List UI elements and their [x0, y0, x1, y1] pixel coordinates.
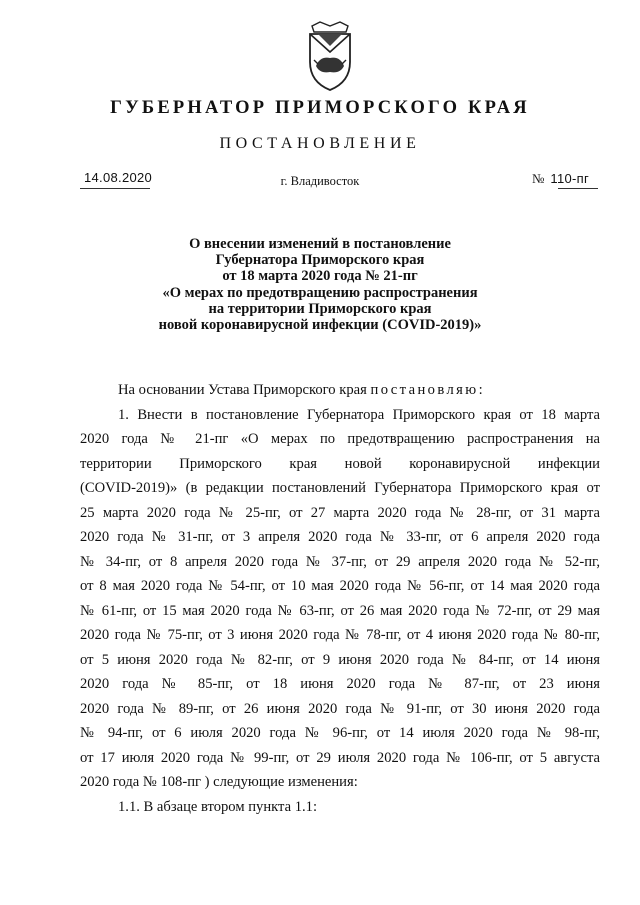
document-number [532, 171, 589, 188]
subject-line: «О мерах по предотвращению распространения [162, 284, 478, 301]
paragraph-line: № 61-пг, от 15 мая 2020 года № 63-пг, от 26 мая 2020 года № 72-пг, от 29 мая [80, 602, 600, 619]
subject-line: Губернатора Приморского края [215, 252, 425, 269]
document-city: г. Владивосток [280, 174, 360, 188]
primorsky-krai-coat-of-arms-icon [302, 20, 358, 92]
paragraph-line: (COVID-2019)» (в редакции постановлений Губернатора Приморского края от [80, 480, 600, 496]
authority-title: ГУБЕРНАТОР ПРИМОРСКОГО КРАЯ [110, 98, 530, 118]
paragraph-line: 25 марта 2020 года № 25-пг, от 27 марта 2020 года № 28-пг, от 31 марта [80, 504, 600, 521]
paragraph-line: 2020 года № 85-пг, от 18 июня 2020 года № 87-пг, от 23 июня [80, 676, 600, 692]
paragraph-line: 2020 года № 21-пг «О мерах по предотвращению распространения на [80, 431, 600, 447]
paragraph-line: территории Приморского края новой коронавирусной инфекции [80, 455, 600, 472]
document-type: ПОСТАНОВЛЕНИЕ [219, 135, 421, 152]
paragraph-line: 2020 года № 31-пг, от 3 апреля 2020 года № 33-пг, от 6 апреля 2020 года [80, 529, 600, 545]
paragraph-line: от 8 мая 2020 года № 54-пг, от 10 мая 2020 года № 56-пг, от 14 мая 2020 года [80, 578, 600, 594]
document-date: 14.08.2020 [84, 170, 153, 185]
intro-prefix: На основании Устава Приморского края [118, 382, 367, 398]
paragraph-line: 2020 года № 75-пг, от 3 июня 2020 года № 78-пг, от 4 июня 2020 года № 80-пг, [80, 627, 600, 643]
paragraph-line: 2020 года № 108-пг ) следующие изменения: [80, 774, 358, 790]
document-body [80, 378, 600, 819]
paragraph-line: 1. Внести в постановление Губернатора Приморского края от 18 марта [118, 406, 600, 423]
subject-line: от 18 марта 2020 года № 21-пг [222, 268, 418, 285]
paragraph-line: 2020 года № 89-пг, от 26 июня 2020 года № 91-пг, от 30 июня 2020 года [80, 700, 600, 717]
number-value: 110-пг [550, 171, 590, 186]
document-subject [0, 236, 640, 333]
intro-resolve-word: постановляю: [370, 382, 486, 398]
subject-line: новой коронавирусной инфекции (COVID-2019)» [158, 317, 482, 334]
number-sign: № [532, 171, 545, 186]
intro-line [80, 378, 600, 403]
subpoint-line: 1.1. В абзаце втором пункта 1.1: [118, 798, 318, 815]
subject-line: О внесении изменений в постановление [189, 236, 451, 252]
paragraph-line: от 17 июля 2020 года № 99-пг, от 29 июля 2020 года № 106-пг, от 5 августа [80, 749, 600, 766]
paragraph-line: от 5 июня 2020 года № 82-пг, от 9 июня 2020 года № 84-пг, от 14 июня [80, 651, 600, 668]
subject-line: на территории Приморского края [208, 300, 432, 317]
paragraph-line: № 34-пг, от 8 апреля 2020 года № 37-пг, от 29 апреля 2020 года № 52-пг, [80, 553, 600, 570]
number-underline [558, 188, 598, 189]
paragraph-line: № 94-пг, от 6 июля 2020 года № 96-пг, от 14 июля 2020 года № 98-пг, [80, 725, 600, 741]
